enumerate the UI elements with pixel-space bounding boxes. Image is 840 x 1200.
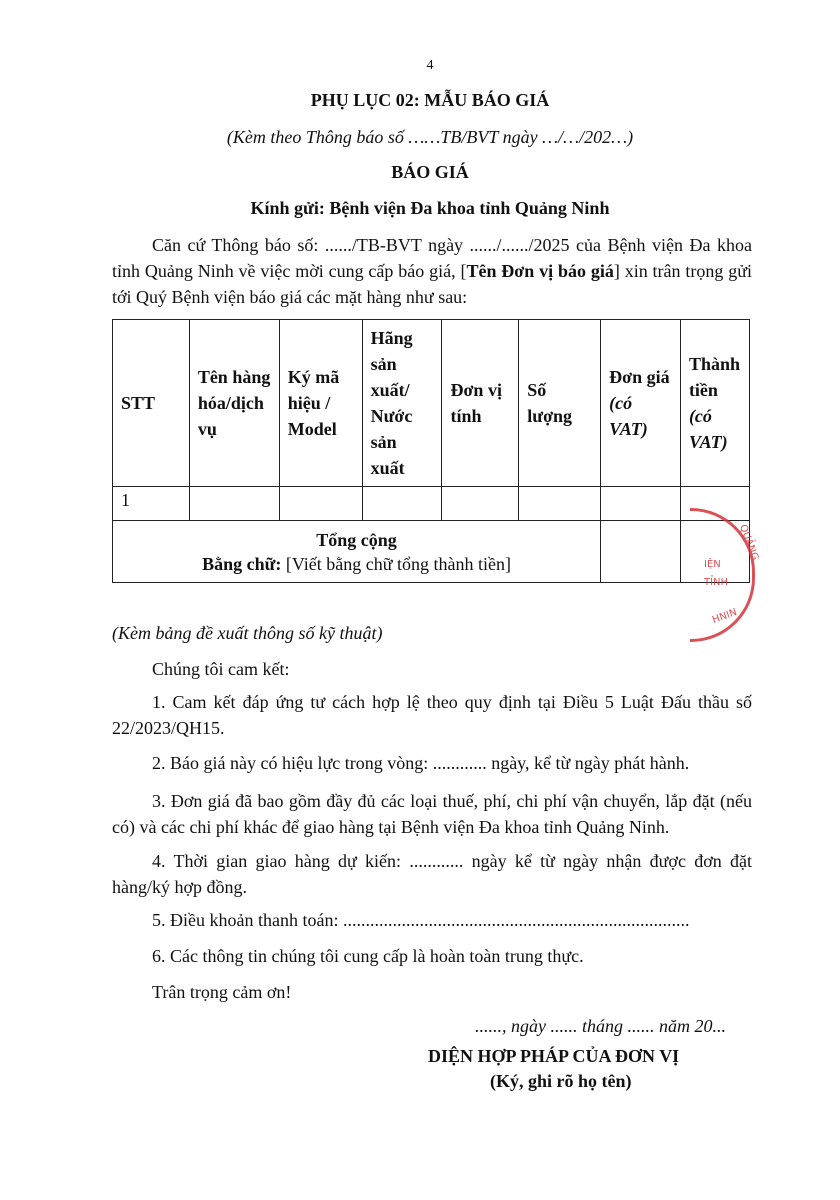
intro-bold-text: Tên Đơn vị báo giá xyxy=(466,261,614,281)
commitment-3: 3. Đơn giá đã bao gồm đầy đủ các loại thuế, phí, chi phí vận chuyển, lắp đặt (nếu có) và các chi phí khác để giao hàng tại Bệnh viện Đa khoa tỉnh Quảng Ninh. xyxy=(112,791,752,837)
total-unit-price-cell xyxy=(601,521,681,583)
table-row xyxy=(113,487,750,521)
unit-price-vat: (có VAT) xyxy=(609,393,648,439)
total-vat: (có VAT) xyxy=(688,406,728,452)
intro-text-1: Căn cứ Thông báo số: ....../TB-BVT ngày ....../....../2025 của Bệnh viện Đa khoa tỉnh Quảng Ninh về việc mời cung cấp báo giá, [ xyxy=(112,235,752,281)
row-cell xyxy=(519,487,601,521)
appendix-heading: PHỤ LỤC 02: MẪU BÁO GIÁ xyxy=(310,90,550,110)
table-total-row xyxy=(113,521,750,583)
in-words-label: Bằng chữ: xyxy=(202,553,282,574)
row-cell xyxy=(442,487,519,521)
row-stt: 1 xyxy=(113,487,190,521)
appendix-subheading: (Kèm theo Thông báo số ……TB/BVT ngày …/…/202…) xyxy=(226,127,634,147)
header-quantity: Số lượng xyxy=(519,320,601,487)
total-row-label: Tổng cộng xyxy=(316,529,397,550)
unit-price-label: Đơn giá xyxy=(609,367,670,387)
stamp-text-province: QUẢNG xyxy=(737,523,761,562)
commitment-6: 6. Các thông tin chúng tôi cung cấp là hoàn toàn trung thực. xyxy=(152,946,584,966)
row-cell xyxy=(279,487,362,521)
total-cell xyxy=(113,521,601,583)
in-words-line xyxy=(121,552,592,576)
page-number: 4 xyxy=(426,58,434,73)
row-cell xyxy=(189,487,279,521)
stamp-text-ninh: HNIN xyxy=(710,606,739,627)
quote-table xyxy=(112,319,750,583)
stamp-text-vien: IỆN xyxy=(704,559,721,570)
header-unit: Đơn vị tính xyxy=(442,320,519,487)
date-line: ......, ngày ...... tháng ...... năm 20... xyxy=(475,1016,726,1036)
commitment-5: 5. Điều khoản thanh toán: ............................................................................. xyxy=(152,910,690,930)
header-manufacturer: Hãng sản xuất/ Nước sản xuất xyxy=(362,320,442,487)
commitment-2: 2. Báo giá này có hiệu lực trong vòng: ............ ngày, kể từ ngày phát hành. xyxy=(152,753,690,773)
row-cell xyxy=(601,487,681,521)
document-title: BÁO GIÁ xyxy=(391,162,469,182)
header-unit-price xyxy=(601,320,681,487)
signer-note: (Ký, ghi rõ họ tên) xyxy=(490,1071,632,1091)
signer-title: DIỆN HỢP PHÁP CỦA ĐƠN VỊ xyxy=(428,1046,680,1066)
intro-text-2: ] xin trân trọng gửi tới Quý Bệnh viện báo giá các mặt hàng như sau: xyxy=(112,261,753,307)
intro-paragraph xyxy=(112,232,752,310)
total-label: Thành tiền xyxy=(688,354,740,400)
stamp-text-tinh: TỈNH xyxy=(704,577,729,588)
in-words-value: [Viết bằng chữ tổng thành tiền] xyxy=(285,553,512,574)
recipient-line: Kính gửi: Bệnh viện Đa khoa tỉnh Quảng Ninh xyxy=(250,198,610,218)
commitment-1: 1. Cam kết đáp ứng tư cách hợp lệ theo quy định tại Điều 5 Luật Đấu thầu số 22/2023/QH15. xyxy=(112,692,752,738)
commit-intro: Chúng tôi cam kết: xyxy=(152,659,290,679)
header-model: Ký mã hiệu / Model xyxy=(279,320,362,487)
attachment-note: (Kèm bảng đề xuất thông số kỹ thuật) xyxy=(112,623,383,643)
header-stt: STT xyxy=(113,320,190,487)
header-total xyxy=(680,320,749,487)
table-header-row xyxy=(113,320,750,487)
thanks-line: Trân trọng cảm ơn! xyxy=(152,982,292,1002)
row-cell xyxy=(362,487,442,521)
commitment-4: 4. Thời gian giao hàng dự kiến: ............ ngày kể từ ngày nhận được đơn đặt hàng/ký hợp đồng. xyxy=(112,851,752,897)
header-item-name: Tên hàng hóa/dịch vụ xyxy=(189,320,279,487)
